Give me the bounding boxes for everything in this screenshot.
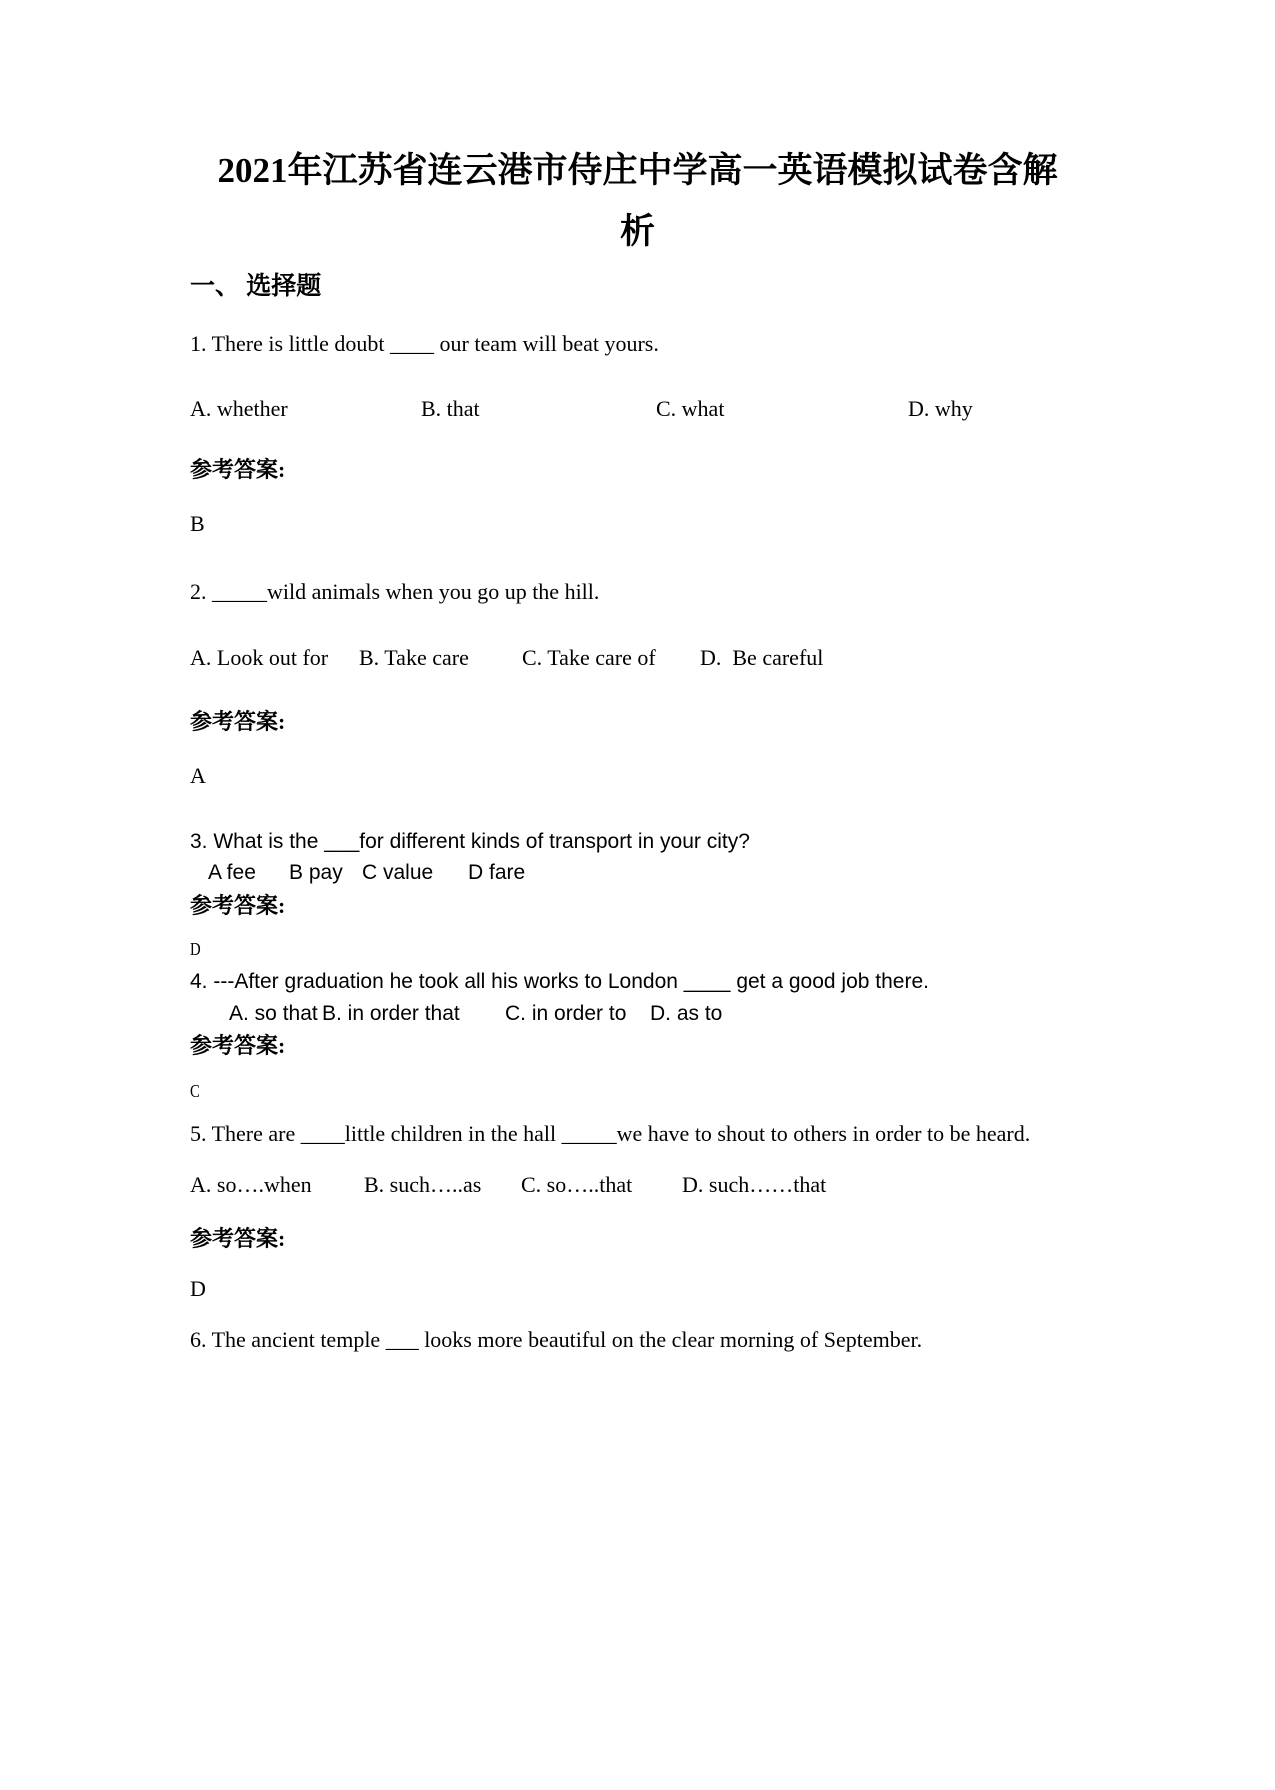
option-a: A fee: [208, 861, 256, 884]
option-d: D. why: [908, 396, 973, 421]
option-b: B. such…..as: [364, 1172, 482, 1197]
answer-label: 参考答案:: [190, 709, 286, 734]
question-2-options: [190, 642, 1085, 674]
question-2-text: 2. _____wild animals when you go up the hill.: [190, 579, 600, 604]
option-b: B. that: [421, 396, 480, 421]
option-d: D. Be careful: [700, 645, 824, 670]
section-heading: 一、 选择题: [190, 273, 322, 300]
option-d: D. such……that: [682, 1172, 827, 1197]
answer-2-value: A: [190, 763, 206, 788]
option-c: C. in order to: [505, 1002, 627, 1025]
question-5-text: 5. There are ____little children in the hall _____we have to shout to others in order to be heard.: [190, 1121, 1031, 1146]
question-4-options: [190, 998, 1085, 1029]
answer-label: 参考答案:: [190, 893, 286, 918]
document-title: 2021年江苏省连云港市侍庄中学高一英语模拟试卷含解析: [217, 151, 1058, 251]
answer-1-value: B: [190, 511, 205, 536]
document-page: [0, 140, 1275, 1790]
answer-label: 参考答案:: [190, 457, 286, 482]
option-b: B. in order that: [322, 1002, 460, 1025]
option-c: C. what: [656, 396, 725, 421]
question-3-text: 3. What is the ___for different kinds of transport in your city?: [190, 830, 750, 853]
option-c: C. so…..that: [521, 1172, 633, 1197]
question-6-text: 6. The ancient temple ___ looks more beautiful on the clear morning of September.: [190, 1327, 923, 1352]
option-c: C value: [362, 861, 434, 884]
answer-4-value: C: [190, 1081, 200, 1101]
question-3-options: [190, 857, 1085, 888]
question-1-options: [190, 393, 1085, 425]
question-1-text: 1. There is little doubt ____ our team will beat yours.: [190, 331, 659, 356]
answer-label: 参考答案:: [190, 1226, 286, 1251]
option-a: A. so that: [229, 1002, 318, 1025]
option-c: C. Take care of: [522, 645, 656, 670]
option-a: A. so….when: [190, 1172, 312, 1197]
option-d: D fare: [468, 861, 526, 884]
question-5-options: [190, 1169, 1085, 1201]
option-a: A. Look out for: [190, 645, 329, 670]
option-d: D. as to: [650, 1002, 723, 1025]
option-a: A. whether: [190, 396, 288, 421]
option-b: B pay: [289, 861, 343, 884]
option-b: B. Take care: [359, 645, 469, 670]
answer-3-value: D: [190, 939, 201, 959]
answer-label: 参考答案:: [190, 1033, 286, 1058]
answer-5-value: D: [190, 1276, 206, 1301]
question-4-text: 4. ---After graduation he took all his works to London ____ get a good job there.: [190, 970, 929, 993]
